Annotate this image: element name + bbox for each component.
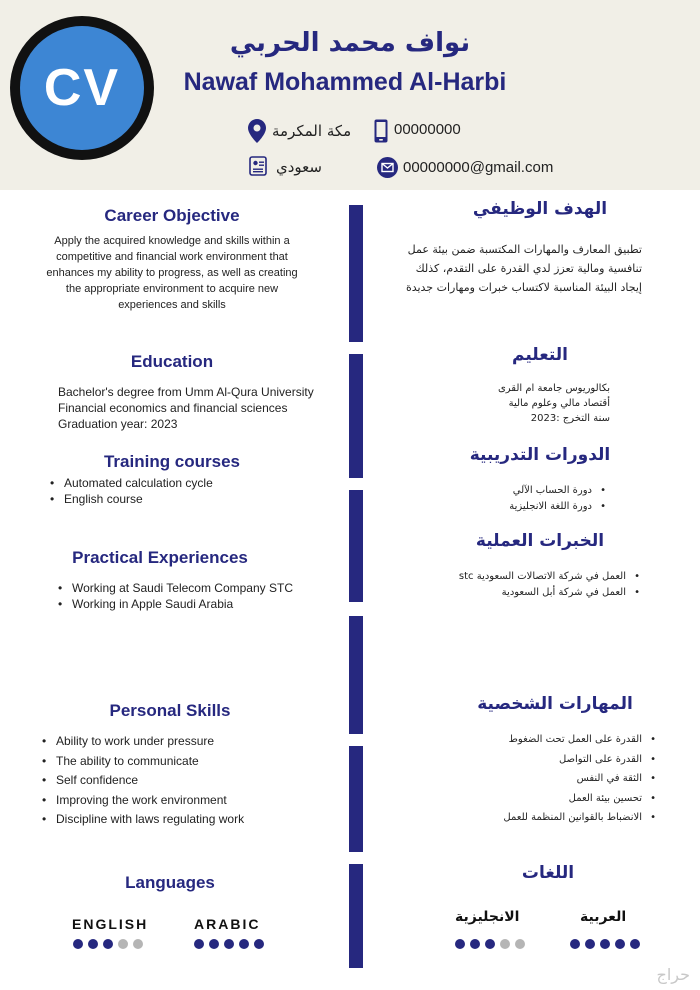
list-item: • Working in Apple Saudi Arabia [58, 596, 348, 612]
contact-nationality: سعودي [276, 158, 322, 176]
name-arabic: نواف محمد الحربي [229, 28, 471, 58]
divider-segment [349, 616, 363, 734]
list-item: • الانضباط بالقوانين المنظمة للعمل [440, 808, 656, 828]
education-line: أقتصاد مالي وعلوم مالية [508, 398, 610, 409]
training-list-en [50, 475, 340, 507]
list-item: • دورة الحساب الآلي [420, 483, 606, 499]
contact-email: 00000000@gmail.com [403, 159, 554, 176]
divider-segment [349, 746, 363, 852]
level-dot-filled [585, 939, 595, 949]
divider-segment [349, 205, 363, 342]
education-line: Bachelor's degree from Umm Al-Qura University [58, 385, 314, 399]
education-lines-ar [420, 381, 610, 426]
education-line: بكالوريوس جامعة ام القرى [497, 383, 610, 394]
experience-title-en: Practical Experiences [72, 548, 248, 567]
level-dot-filled [103, 939, 113, 949]
list-item: • English course [50, 491, 340, 507]
language-label-arabic-ar: العربية [580, 909, 627, 925]
skills-title-ar: المهارات الشخصية [477, 694, 633, 714]
name-english: Nawaf Mohammed Al-Harbi [183, 68, 507, 96]
education-title-ar: التعليم [512, 345, 568, 365]
education-line: سنة التخرج :2023 [530, 413, 610, 424]
list-item: • القدرة على التواصل [440, 750, 656, 770]
level-dot-filled [73, 939, 83, 949]
list-item: • Automated calculation cycle [50, 475, 340, 491]
career-title-en: Career Objective [104, 206, 240, 225]
divider-segment [349, 354, 363, 478]
contact-phone: 00000000 [394, 121, 461, 138]
watermark: حراج [656, 965, 690, 984]
level-dot-filled [630, 939, 640, 949]
level-dot-filled [470, 939, 480, 949]
list-item: • Discipline with laws regulating work [42, 810, 342, 830]
level-dot-empty [118, 939, 128, 949]
list-item: • Ability to work under pressure [42, 732, 342, 752]
education-title-en: Education [130, 352, 214, 371]
list-item: • العمل في شركة أبل السعودية [400, 585, 640, 601]
list-item: • الثقة في النفس [440, 769, 656, 789]
list-item: • Self confidence [42, 771, 342, 791]
language-level-english-ar [455, 939, 525, 949]
experience-list-en [58, 580, 348, 612]
cv-logo [10, 16, 154, 160]
level-dot-filled [209, 939, 219, 949]
level-dot-filled [455, 939, 465, 949]
level-dot-filled [88, 939, 98, 949]
cv-logo-text: CV [20, 26, 144, 150]
training-title-ar: الدورات التدريبية [469, 445, 611, 465]
career-text-en: Apply the acquired knowledge and skills within a competitive and financial work environment that enhances my ability to progress, as well as creating the appropriate environment to acquire new experiences and skills [46, 235, 298, 311]
list-item: • دورة اللغة الانجليزية [420, 499, 606, 515]
education-line: Graduation year: 2023 [58, 417, 178, 431]
level-dot-filled [615, 939, 625, 949]
phone-icon [374, 119, 388, 143]
list-item: • القدرة على العمل تحت الضغوط [440, 730, 656, 750]
id-card-icon [248, 156, 268, 176]
language-level-arabic-ar [570, 939, 640, 949]
language-label-english: ENGLISH [72, 916, 149, 932]
level-dot-filled [224, 939, 234, 949]
experience-list-ar [400, 569, 640, 601]
level-dot-filled [254, 939, 264, 949]
list-item: • تحسين بيئة العمل [440, 789, 656, 809]
list-item: • The ability to communicate [42, 752, 342, 772]
skills-list-ar [440, 730, 656, 828]
experience-title-ar: الخبرات العملية [475, 531, 605, 551]
level-dot-filled [570, 939, 580, 949]
skills-title-en: Personal Skills [109, 701, 231, 720]
level-dot-filled [485, 939, 495, 949]
contact-city: مكة المكرمة [272, 122, 352, 140]
email-icon [377, 157, 398, 178]
career-text-ar: تطبيق المعارف والمهارات المكتسبة ضمن بيئة عمل تنافسية ومالية تعزز لدي القدرة على التقدم، كذلك إيجاد البيئة المناسبة لاكتساب خبرات ومهارات جديدة [405, 243, 642, 294]
languages-title-ar: اللغات [521, 863, 575, 883]
career-title-ar: الهدف الوظيفي [472, 199, 608, 219]
training-list-ar [420, 483, 606, 515]
level-dot-filled [239, 939, 249, 949]
language-level-english [73, 939, 143, 949]
list-item: • العمل في شركة الاتصالات السعودية stc [400, 569, 640, 585]
education-lines-en [58, 384, 348, 432]
level-dot-empty [133, 939, 143, 949]
languages-title-en: Languages [125, 873, 215, 892]
language-label-english-ar: الانجليزية [455, 909, 520, 925]
divider-segment [349, 490, 363, 602]
location-pin-icon [248, 119, 266, 143]
language-label-arabic: ARABIC [194, 916, 261, 932]
list-item: • Improving the work environment [42, 791, 342, 811]
skills-list-en [42, 732, 342, 830]
training-title-en: Training courses [103, 452, 241, 471]
list-item: • Working at Saudi Telecom Company STC [58, 580, 348, 596]
level-dot-filled [194, 939, 204, 949]
divider-segment [349, 864, 363, 968]
level-dot-filled [600, 939, 610, 949]
education-line: Financial economics and financial sciences [58, 401, 288, 415]
level-dot-empty [500, 939, 510, 949]
level-dot-empty [515, 939, 525, 949]
language-level-arabic [194, 939, 264, 949]
